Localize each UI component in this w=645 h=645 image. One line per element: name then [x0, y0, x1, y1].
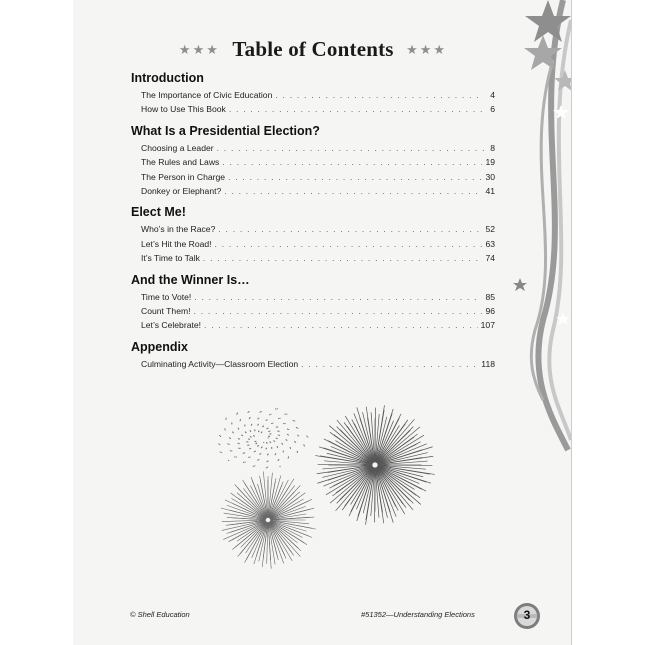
toc-entry: [131, 357, 495, 371]
toc-entry: [131, 251, 495, 265]
entry-page: 41: [485, 185, 495, 196]
entry-page: 107: [480, 320, 495, 331]
toc-entry: [131, 141, 495, 155]
title-stars-right-icon: ★★★: [406, 41, 448, 57]
product-code: #51352—Understanding Elections: [361, 610, 475, 619]
section-title: And the Winner Is…: [131, 272, 250, 287]
section-title: Appendix: [131, 339, 188, 354]
entry-page: 30: [485, 171, 495, 182]
entry-label: The Person in Charge: [141, 171, 226, 182]
entry-label: Time to Vote!: [141, 291, 192, 302]
toc-entry: [131, 304, 495, 318]
entry-label: Choosing a Leader: [141, 142, 214, 153]
fireworks-illustration: [193, 390, 443, 570]
toc-entry: [131, 318, 495, 332]
entry-label: Let’s Hit the Road!: [141, 238, 212, 249]
toc-entry: [131, 222, 495, 236]
toc-section-elect-me: [131, 203, 495, 265]
toc-entry: [131, 184, 495, 198]
section-title: What Is a Presidential Election?: [131, 123, 320, 138]
entry-label: How to Use This Book: [141, 104, 226, 115]
toc-entry: [131, 170, 495, 184]
entry-label: Who’s in the Race?: [141, 224, 216, 235]
table-of-contents: [131, 68, 495, 376]
star-icon: [513, 278, 527, 291]
toc-section-winner: [131, 271, 495, 333]
entry-label: The Rules and Laws: [141, 157, 220, 168]
section-title: Elect Me!: [131, 205, 186, 220]
entry-label: Count Them!: [141, 305, 191, 316]
toc-entry: [131, 290, 495, 304]
page-number: 3: [523, 608, 531, 622]
entry-label: Culminating Activity—Classroom Election: [141, 358, 299, 369]
entry-page: 19: [485, 157, 495, 168]
entry-page: 118: [481, 358, 495, 369]
entry-page: 52: [485, 224, 495, 235]
entry-label: It’s Time to Talk: [141, 253, 200, 264]
page-number-badge: [513, 602, 541, 630]
title-row: [73, 37, 553, 62]
toc-entry: [131, 102, 495, 116]
toc-section-introduction: [131, 69, 495, 117]
entry-page: 6: [490, 104, 495, 115]
entry-label: Donkey or Elephant?: [141, 185, 222, 196]
page-title: Table of Contents: [232, 37, 394, 61]
ribbon-stars-decoration: [513, 0, 572, 645]
entry-label: The Importance of Civic Education: [141, 90, 273, 100]
toc-section-appendix: [131, 338, 495, 371]
entry-page: 96: [485, 305, 495, 316]
entry-label: Let’s Celebrate!: [141, 320, 202, 331]
title-stars-left-icon: ★★★: [178, 41, 220, 57]
entry-page: 74: [485, 253, 495, 264]
section-title: Introduction: [131, 71, 204, 85]
toc-section-presidential-election: [131, 122, 495, 199]
document-page: [73, 0, 572, 645]
entry-page: 85: [485, 291, 495, 302]
toc-entry: [131, 88, 495, 102]
toc-entry: [131, 155, 495, 169]
entry-page: 63: [485, 238, 495, 249]
toc-entry: [131, 237, 495, 251]
entry-page: 8: [490, 142, 495, 153]
publisher-credit: © Shell Education: [130, 610, 190, 619]
entry-page: 4: [490, 90, 495, 100]
